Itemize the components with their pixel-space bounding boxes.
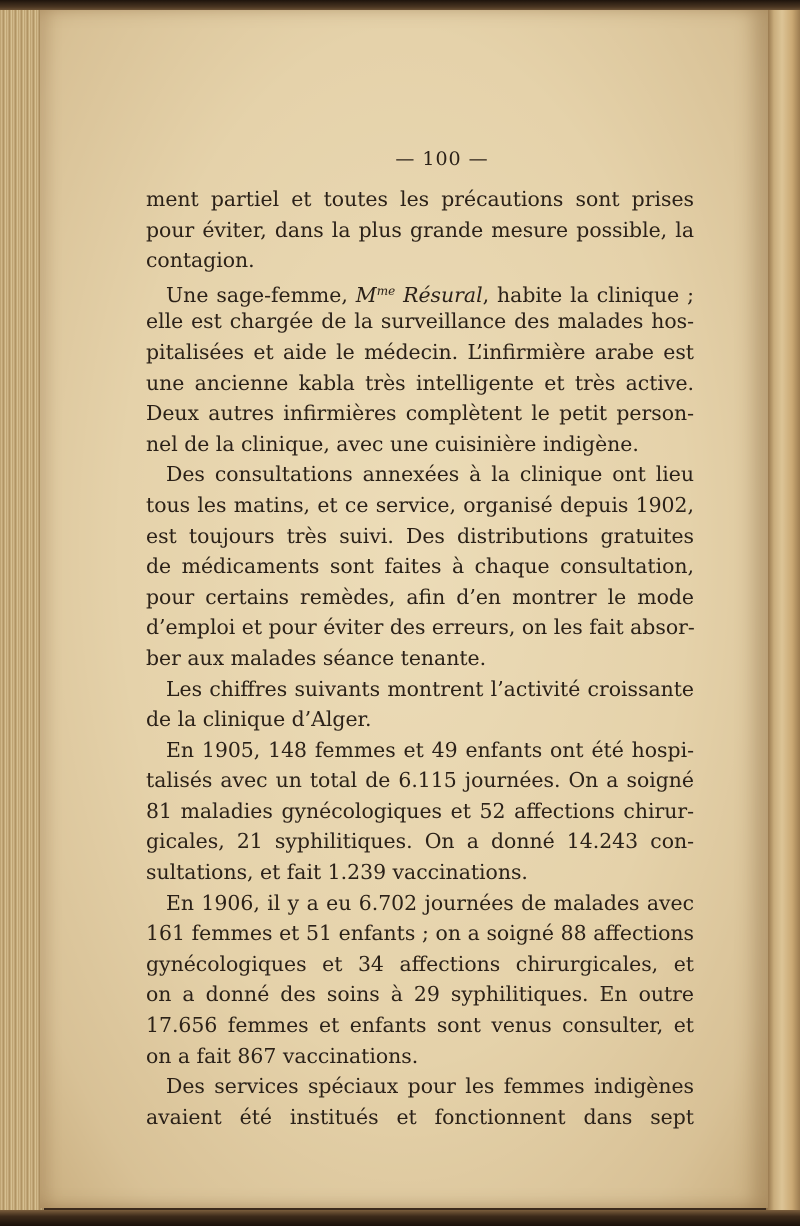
left-page-edges [0,0,44,1226]
person-title-superscript: me [376,283,396,298]
text-line: nel de la clinique, avec une cuisinière indigène. [146,431,639,456]
text-line: est toujours très suivi. Des distributions gratuites [146,523,694,548]
text-line: talisés avec un total de 6.115 journées. On a soigné [146,768,694,793]
text-line: 161 femmes et 51 enfants ; on a soigné 88 affections [146,921,694,946]
text-line: pitalisées et aide le médecin. L’infirmière arabe est [146,339,694,364]
text-line: Les chiffres suivants montrent l’activité croissante [166,676,694,701]
text-line: 17.656 femmes et enfants sont venus consulter, et [146,1013,694,1038]
text-line: gynécologiques et 34 affections chirurgicales, et [146,951,694,976]
bottom-binding [0,1210,800,1226]
text-line: d’emploi et pour éviter des erreurs, on les fait absor- [146,615,695,640]
right-page-edge [766,0,800,1226]
text-segment: Une sage-femme, [166,282,356,307]
text-line: Des services spéciaux pour les femmes indigènes [166,1074,694,1099]
page-number: — 100 — [395,148,489,170]
text-line: on a donné des soins à 29 syphilitiques. En outre [146,982,694,1007]
text-line: gicales, 21 syphilitiques. On a donné 14.243 con- [146,829,694,854]
text-line: avaient été institués et fonctionnent dans sept [146,1104,694,1129]
text-line [146,276,694,307]
text-line: de la clinique d’Alger. [146,707,372,732]
text-line: elle est chargée de la surveillance des malades hos- [146,309,694,334]
text-line: tous les matins, et ce service, organisé depuis 1902, [146,492,694,517]
text-line: une ancienne kabla très intelligente et très active. [146,370,694,395]
text-line: pour éviter, dans la plus grande mesure possible, la [146,217,694,242]
text-line: 81 maladies gynécologiques et 52 affections chirur- [146,798,694,823]
text-line: contagion. [146,248,255,273]
body-text [146,184,694,1132]
text-line: pour certains remèdes, afin d’en montrer le mode [146,584,694,609]
text-line: En 1906, il y a eu 6.702 journées de malades avec [166,890,694,915]
text-line: Deux autres infirmières complètent le petit person- [146,401,694,426]
text-line: En 1905, 148 femmes et 49 enfants ont été hospi- [166,737,694,762]
text-line: ment partiel et toutes les précautions sont prises [146,187,694,211]
person-name: Résural [395,282,483,307]
person-title: M [355,282,377,307]
text-line: ber aux malades séance tenante. [146,645,487,670]
text-line: on a fait 867 vaccinations. [146,1043,419,1068]
text-line: Des consultations annexées à la clinique ont lieu [166,462,694,487]
text-segment: , habite la clinique ; [482,282,694,307]
text-line: de médicaments sont faites à chaque consultation, [146,554,694,579]
top-binding [0,0,800,10]
text-line: sultations, et fait 1.239 vaccinations. [146,860,528,885]
